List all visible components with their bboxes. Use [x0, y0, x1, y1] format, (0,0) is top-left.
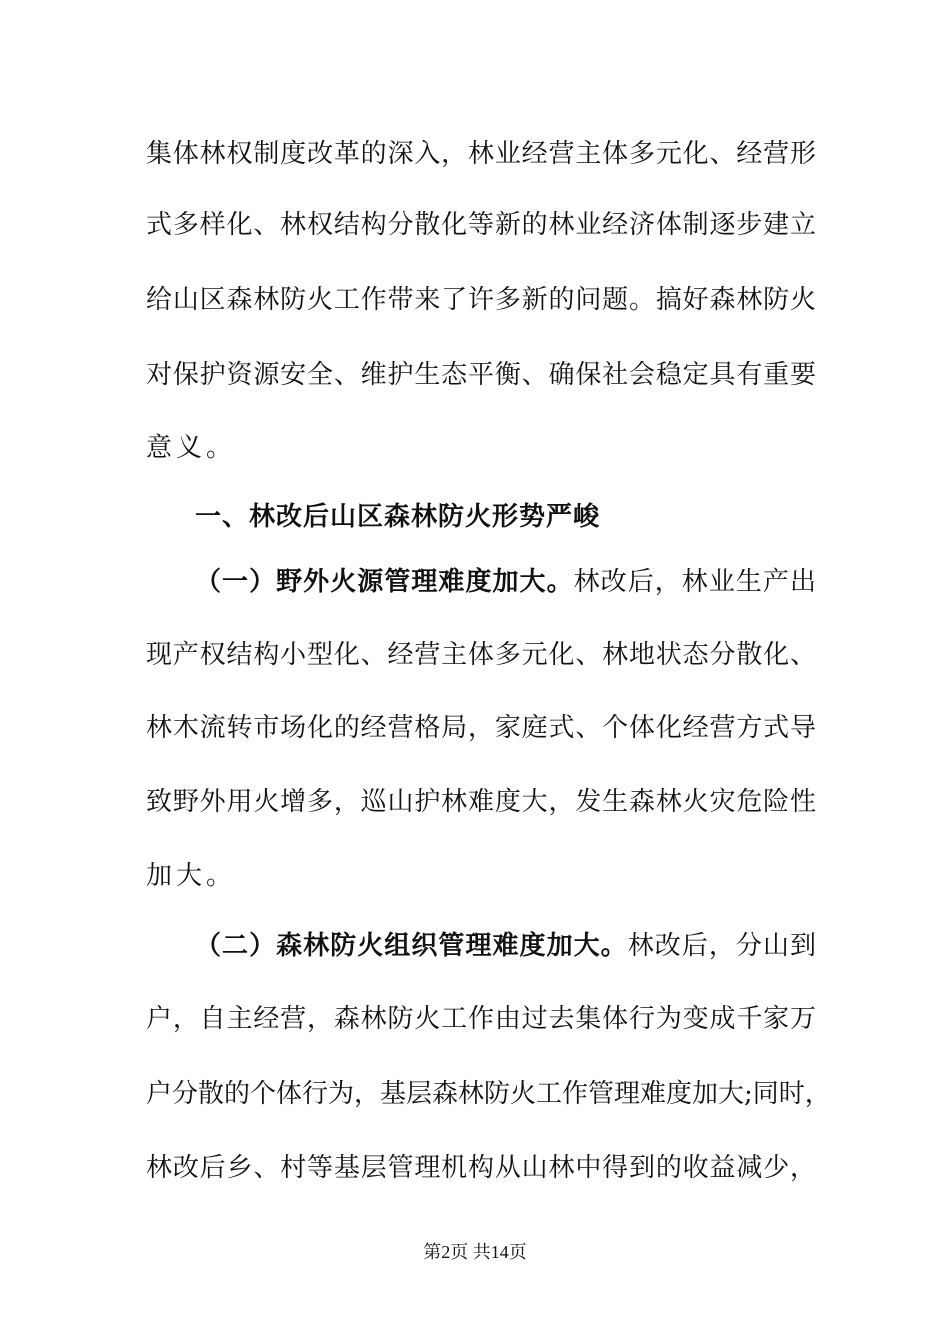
item2-first-line-rest: 林改后，分山到 — [627, 931, 816, 961]
item1-first-line-rest: 林改后，林业生产出 — [573, 567, 816, 597]
paragraph-line: 致野外用火增多，巡山护林难度大，发生森林火灾危险性 — [146, 787, 816, 817]
section-heading: 一、林改后山区森林防火形势严峻 — [195, 502, 601, 532]
paragraph-line: 式多样化、林权结构分散化等新的林业经济体制逐步建立 — [146, 210, 816, 240]
paragraph-line: 对保护资源安全、维护生态平衡、确保社会稳定具有重要 — [146, 360, 816, 390]
item1-first-line — [195, 564, 816, 600]
paragraph-line: 意义。 — [146, 433, 237, 463]
item2-lead: （二）森林防火组织管理难度加大。 — [195, 931, 628, 961]
paragraph-line: 林改后乡、村等基层管理机构从山林中得到的收益减少， — [146, 1153, 816, 1183]
page-footer: 第2页 共14页 — [423, 1242, 527, 1262]
item1-lead: （一）野外火源管理难度加大。 — [195, 567, 574, 597]
item2-first-line — [195, 928, 816, 964]
paragraph-line: 户分散的个体行为，基层森林防火工作管理难度加大;同时， — [146, 1079, 831, 1109]
paragraph-line: 林木流转市场化的经营格局，家庭式、个体化经营方式导 — [146, 713, 816, 743]
paragraph-line: 户，自主经营，森林防火工作由过去集体行为变成千家万 — [146, 1004, 816, 1034]
paragraph-line: 现产权结构小型化、经营主体多元化、林地状态分散化、 — [146, 640, 816, 670]
paragraph-line: 给山区森林防火工作带来了许多新的问题。搞好森林防火 — [146, 285, 816, 315]
paragraph-line: 集体林权制度改革的深入，林业经营主体多元化、经营形 — [146, 139, 816, 169]
paragraph-line: 加大。 — [146, 861, 237, 891]
